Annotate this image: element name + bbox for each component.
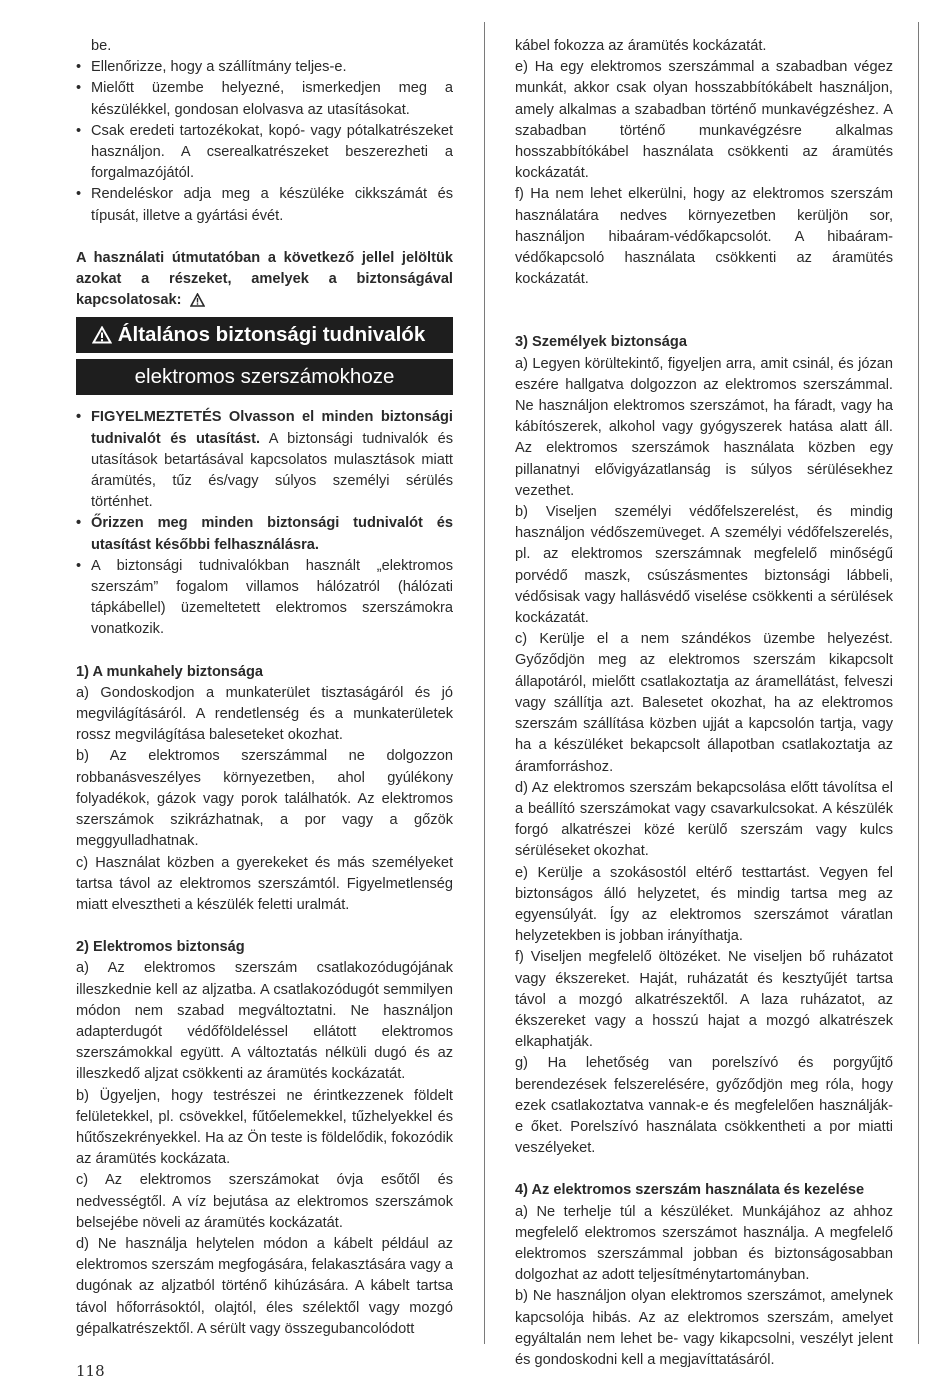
warning-paragraph [76,407,453,513]
s3-b: b) Viseljen személyi védőfelszerelést, és mindig használjon védőszemüveget. A személyi védőfelszerelés, pl. az elektromos szerszámnak megfelelő minőségű porvédő maszk, csúszásmentes biztonsági lábbeli, védősisak vagy hallásvédő viselése csökkenti a sérülések kockázatát. [515,504,893,627]
s1-a: a) Gondoskodjon a munkaterület tisztaságáról és jó megvilágításáról. A rendetlenség és a munkaterületek rossz megvilágítása baleseteket okozhat. [76,684,453,744]
left-column [76,36,453,1340]
term-definition: • A biztonsági tudnivalókban használt „elektromos szerszám” fogalom villamos hálózatról (hálózati tápkábellel) üzemeltetett elektromos szerszámokra vonatkozik. [76,556,453,641]
warning-bold: FIGYELMEZTETÉS Olvasson el minden biztonsági tudnivalót és utasítást. [91,409,453,447]
page-number: 118 [76,1362,105,1380]
s3-title: 3) Személyek biztonsága [515,334,687,351]
s2-f: f) Ha nem lehet elkerülni, hogy az elektromos szerszám használatára nedves környezetben kerüljön sor, használjon hibaáram-védőkapcsolót. A hibaáram-védőkapcsoló használata csökkenti az áramütés kockázatát. [515,186,893,288]
s3-a: a) Legyen körültekintő, figyeljen arra, amit csinál, és józan eszére hallgatva dolgozzon az elektromos szerszámmal. Ne használjon elektromos szerszámot, ha fáradt, vagy ha kábítószerek, alkohol vagy gyógyszerek hatása alatt áll. Az elektromos szerszámok használata közben egy pillanatnyi elővigyázatlanság is súlyos sérülésekhez vezethet. [515,355,893,499]
intro-bullet-4: • Rendeléskor adja meg a készüléke cikkszámát és típusát, illetve a gyártási évét. [76,184,453,226]
safety-mark-note [76,248,453,312]
warning-rest: A biztonsági tudnivalók és utasítások betartásával kapcsolatos mulasztások miatt áramütés, tűz és/vagy súlyos személyi sérülés történhet. [91,430,453,511]
intro-bullet-2: • Mielőtt üzembe helyezné, ismerkedjen meg a készülékkel, gondosan elolvasva az utasításokat. [76,78,453,120]
s2-d: d) Ne használja helytelen módon a kábelt például az elektromos szerszám megfogására, felakasztására vagy a dugónak az aljzatból történő kihúzására. A kábelt tartsa távol hőforrásoktól, olajtól, éles szélektől vagy mozgó gépalkatrészektől. A sérült vagy összegubancolódott [76,1235,453,1337]
keep-instructions: • Őrizzen meg minden biztonsági tudnivalót és utasítást későbbi felhasználásra. [76,513,453,555]
s3-g: g) Ha lehetőség van porelszívó és porgyűjtő berendezések felszerelésére, győződjön meg róla, hogy ezek csatlakoztatva vannak-e és megfelelően használják-e őket. Porelszívó használata csökkentheti a por miatti veszélyeket. [515,1055,893,1157]
s3-d: d) Az elektromos szerszám bekapcsolása előtt távolítsa el a beállító szerszámokat vagy csavarkulcsokat. A készülék forgó alkatrészei közé kerülő szerszám vagy kulcs sérüléseket okozhat. [515,779,893,860]
s2-title: 2) Elektromos biztonság [76,939,245,956]
column-divider-right [918,22,919,1344]
warning-triangle-icon [190,293,205,307]
intro-bullet-1: • Ellenőrizze, hogy a szállítmány teljes-e. [76,57,453,78]
section-subtitle-bar [76,359,453,395]
s4-b: b) Ne használjon olyan elektromos szerszámot, amelynek kapcsolója hibás. Az az elektromos szerszám, amelyet egyáltalán nem lehet be- vagy kikapcsolni, veszélyt jelent és gondoskodni kell a megjavíttatásáról. [515,1288,893,1368]
s2-d-cont: kábel fokozza az áramütés kockázatát. [515,38,767,54]
s2-b: b) Ügyeljen, hogy testrészei ne érintkezzenek földelt felületekkel, pl. csövekkel, fűtőelemekkel, tűzhelyekkel és hűtőszekrényekkel. Ha az Ön teste is földelődik, fokozódik az áramütés kockázata. [76,1087,453,1168]
section-title-line2: elektromos szerszámokhoze [134,365,395,389]
s3-e: e) Kerülje a szokásostól eltérő testtartást. Vegyen fel biztonságos álló helyzetet, és mindig tartsa meg az egyensúlyát. Így az elektromos szerszámot váratlan helyzetekben is jobban irányíthatja. [515,864,893,945]
safety-mark-note-text: A használati útmutatóban a következő jellel jelöltük azokat a részeket, amelyek a biztonságával kapcsolatosak: [76,249,453,309]
intro-continuation: be. [91,38,112,54]
s3-f: f) Viseljen megfelelő öltözéket. Ne viseljen bő ruházatot vagy ékszereket. Haját, ruházatát és kesztyűjét tartsa távol a mozgó alkatrészektől. A laza ruházatot, az ékszereket vagy a hosszú hajat a mozgó alkatrészek elkaphatják. [515,949,893,1051]
warning-triangle-icon [92,326,112,344]
s1-b: b) Az elektromos szerszámmal ne dolgozzon robbanásveszélyes környezetben, ahol gyúlékony folyadékok, gázok vagy porok találhatók. Az elektromos szerszámok szikrázhatnak, a por vagy a gőzök meggyulladhatnak. [76,748,453,850]
s1-title: 1) A munkahely biztonsága [76,663,264,680]
s2-a: a) Az elektromos szerszám csatlakozódugójának illeszkednie kell az aljzatba. A csatlakozódugót semmilyen módon nem szabad megváltoztatni. Ne használjon adapterdugót védőföldeléssel ellátott elektromos szerszámokkal együtt. A változtatás nélküli dugó és az illeszkedő aljzat csökkenti az áramütés kockázatát. [76,960,453,1083]
right-column [515,36,893,1371]
s4-a: a) Ne terhelje túl a készüléket. Munkájához az ahhoz megfelelő elektromos szerszámot használja. A megfelelő elektromos szerszámmal jobban és biztonságosabban dolgozhat az adott teljesítménytartományban. [515,1203,893,1284]
column-divider-left [484,22,485,1344]
section-title-line1: Általános biztonsági tudnivalók [117,323,426,347]
s2-c: c) Az elektromos szerszámokat óvja esőtől és nedvességtől. A víz bejutása az elektromos szerszámok belsejébe növeli az áramütés kockázatát. [76,1172,453,1231]
s3-c: c) Kerülje el a nem szándékos üzembe helyezést. Győződjön meg az elektromos szerszám kikapcsolt állapotáról, mielőtt csatlakoztatja az áramellátást, felveszi vagy szállítja azt. Balesetet okozhat, ha az elektromos szerszám szállítása közben ujját a kapcsolón tartja, vagy ha a készüléket bekapcsolt állapotban csatlakoztatja az áramforráshoz. [515,631,893,775]
s1-c: c) Használat közben a gyerekeket és más személyeket tartsa távol az elektromos szerszámtól. Figyelmetlenség miatt elvesztheti a készülék feletti uralmát. [76,854,453,913]
s2-e: e) Ha egy elektromos szerszámmal a szabadban végez munkát, akkor csak olyan hosszabbítókábelt használjon, amely alkalmas a szabadban történő munkavégzéshez. A szabadban történő munkavégzésre alkalmas hosszabbítókábel használata csökkenti az áramütés kockázatát. [515,59,893,182]
section-title-bar [76,317,453,353]
s4-title: 4) Az elektromos szerszám használata és kezelése [515,1182,865,1199]
intro-bullet-3: • Csak eredeti tartozékokat, kopó- vagy pótalkatrészeket használjon. A cserealkatrészeket beszerezheti a forgalmazójától. [76,121,453,185]
